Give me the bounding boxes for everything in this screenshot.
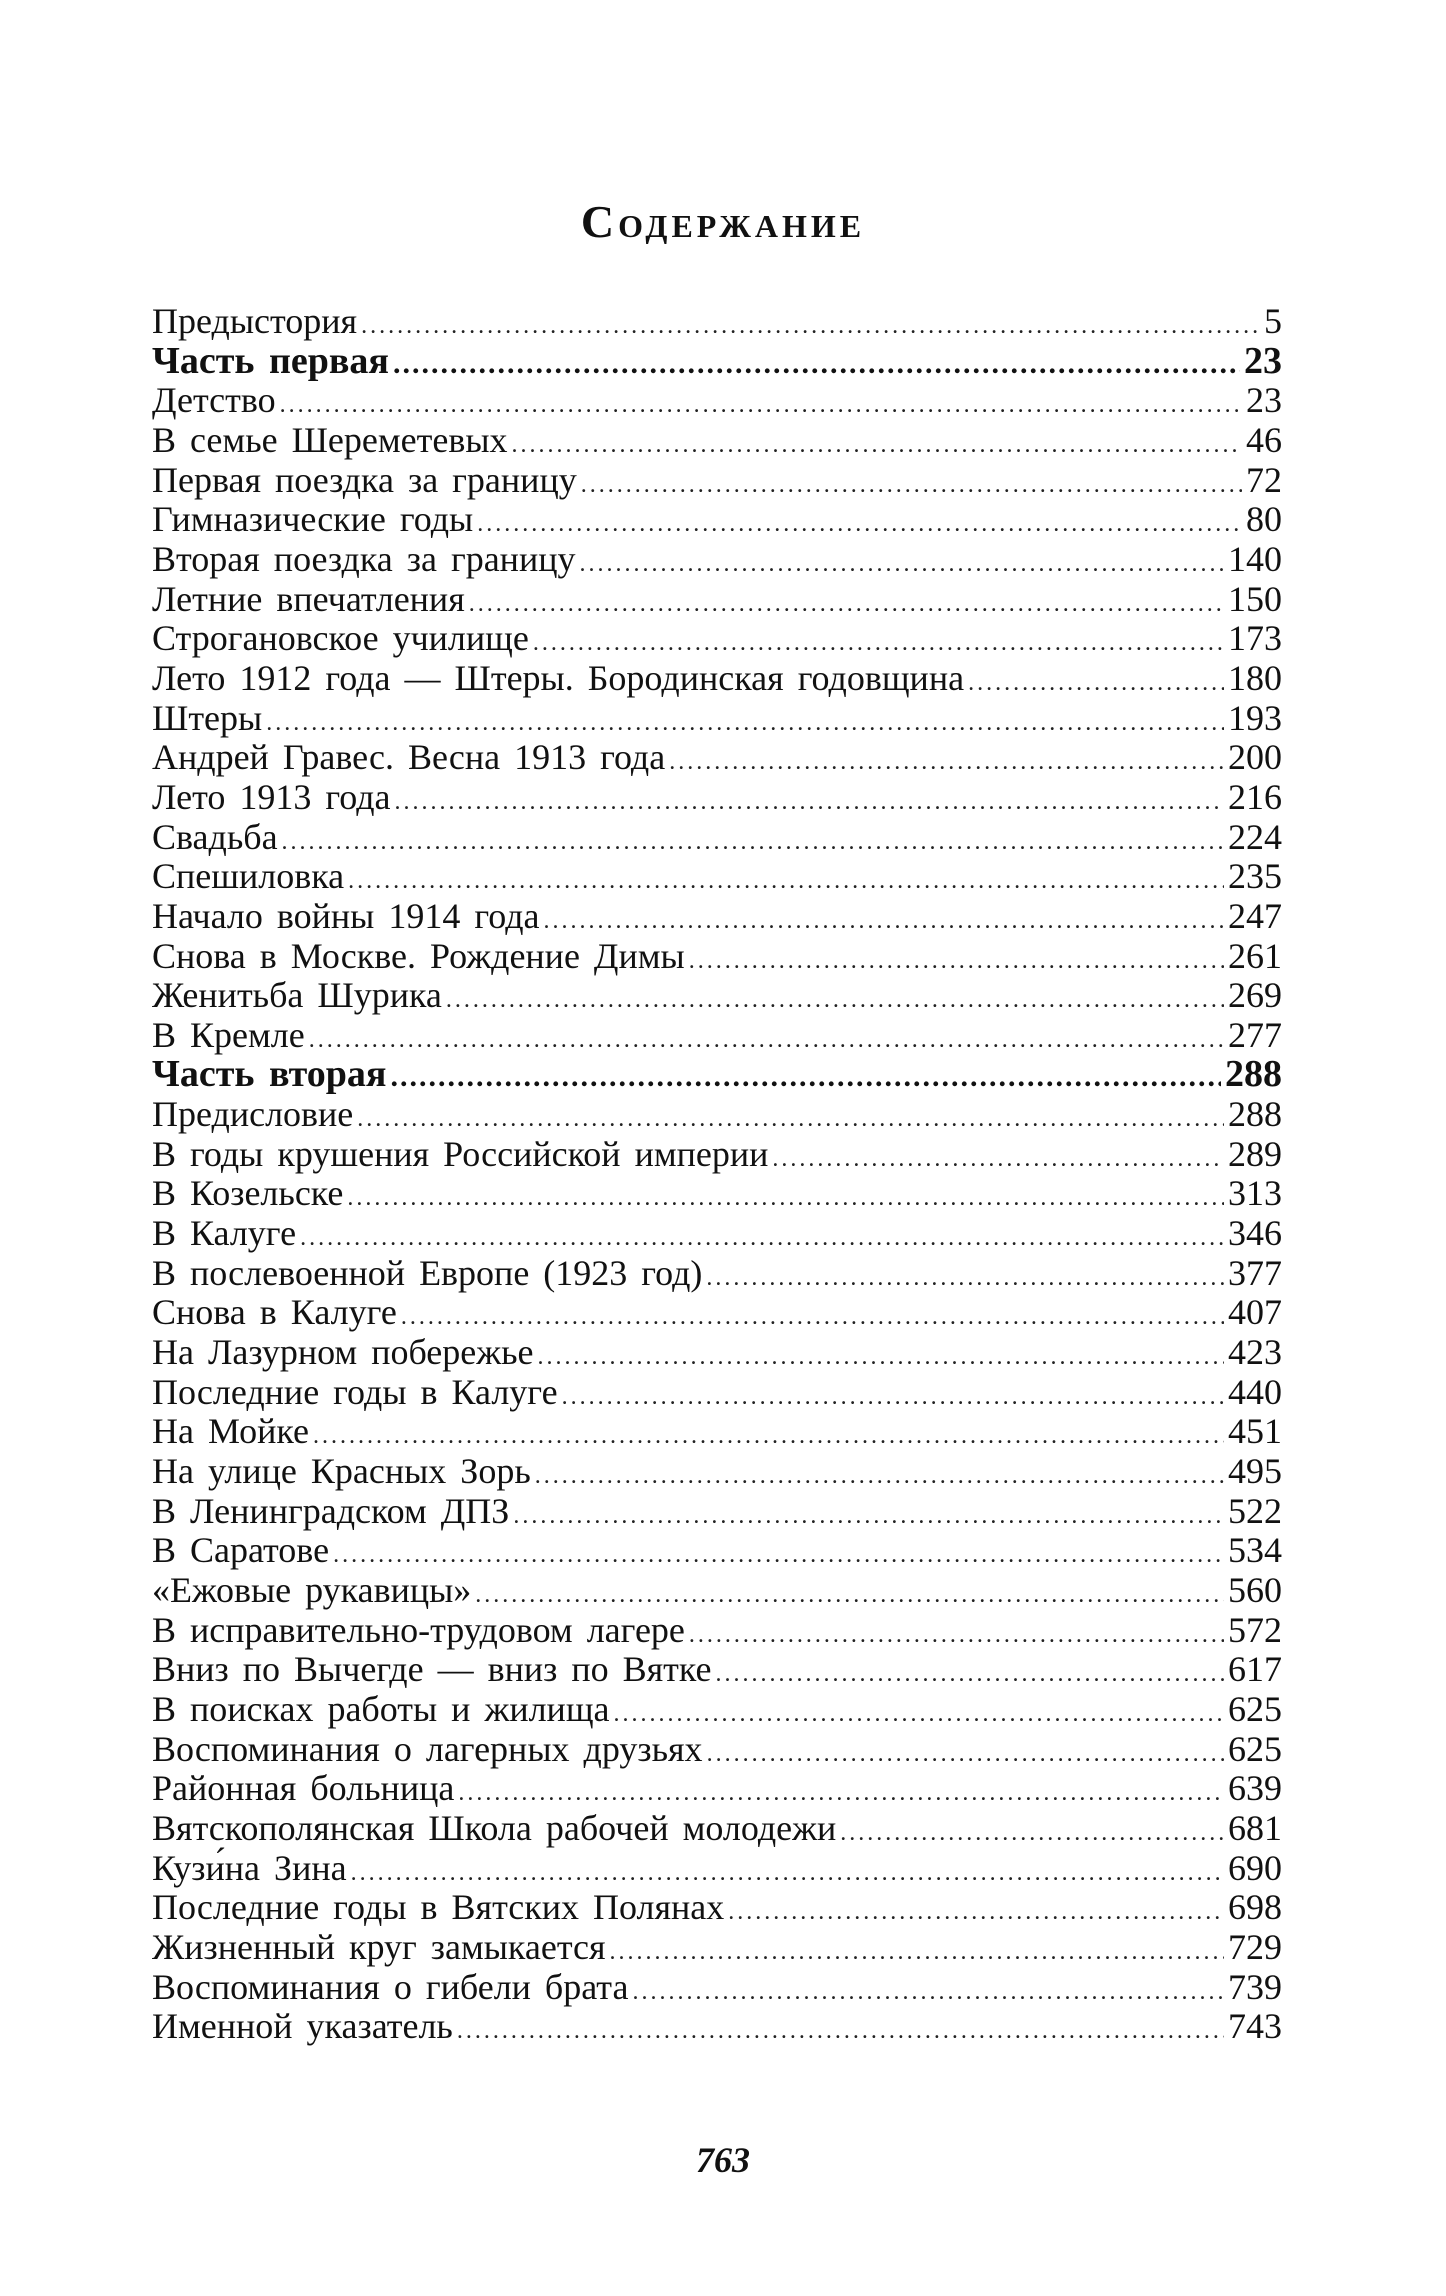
toc-entry [152, 461, 1282, 501]
dot-leader [689, 942, 1224, 982]
toc-entry-title: Воспоминания о гибели брата [152, 1966, 629, 2007]
toc-entry [152, 1968, 1282, 2008]
toc-entry-page: 46 [1246, 419, 1282, 460]
toc-entry-title: Строгановское училище [152, 618, 529, 659]
toc-entry-title: Свадьба [152, 816, 278, 857]
dot-leader [347, 1179, 1224, 1219]
dot-leader [282, 823, 1224, 863]
dot-leader [728, 1893, 1224, 1933]
toc-entry-title: Спешиловка [152, 856, 345, 897]
dot-leader [715, 1655, 1224, 1695]
toc-entry-page: 277 [1228, 1014, 1282, 1055]
toc-entry-page: 739 [1228, 1966, 1282, 2007]
toc-entry [152, 1849, 1282, 1889]
toc-entry-page: 617 [1228, 1649, 1282, 1690]
toc-entry-page: 72 [1246, 459, 1282, 500]
dot-leader [579, 545, 1224, 585]
toc-entry [152, 976, 1282, 1016]
toc-entry [152, 302, 1282, 342]
toc-entry-page: 560 [1228, 1570, 1282, 1610]
dot-leader [535, 1457, 1224, 1497]
toc-entry-page: 180 [1228, 657, 1282, 698]
dot-leader [632, 1973, 1224, 2013]
toc-entry-page: 534 [1228, 1530, 1282, 1571]
dot-leader [689, 1616, 1224, 1656]
toc-entry [152, 619, 1282, 659]
toc-entry [152, 1492, 1282, 1532]
toc-entry [152, 699, 1282, 739]
toc-entry [152, 381, 1282, 421]
toc-entry-page: 639 [1228, 1768, 1282, 1809]
toc-entry-title: Жизненный круг замыкается [152, 1926, 606, 1967]
toc-entry-page: 572 [1228, 1609, 1282, 1650]
toc-entry-page: 407 [1228, 1292, 1282, 1333]
toc-entry-page: 289 [1228, 1133, 1282, 1174]
dot-leader [610, 1933, 1224, 1973]
toc-entry-title: Вятскополянская Школа рабочей молодежи [152, 1807, 837, 1848]
toc-entry-title: В Саратове [152, 1530, 330, 1571]
dot-leader [538, 1338, 1224, 1378]
toc-entry-page: 625 [1228, 1688, 1282, 1729]
dot-leader [309, 1021, 1224, 1061]
toc-entry-title: Первая поездка за границу [152, 459, 577, 500]
toc-entry-page: 173 [1228, 618, 1282, 659]
toc-entry-page: 440 [1228, 1371, 1282, 1412]
toc-entry [152, 1333, 1282, 1373]
toc-entry [152, 1412, 1282, 1452]
toc-entry-title: На Лазурном побережье [152, 1332, 534, 1373]
dot-leader [968, 664, 1224, 704]
toc-entry-page: 313 [1228, 1173, 1282, 1214]
toc-entry [152, 818, 1282, 858]
toc-entry-title: Часть первая [152, 339, 389, 382]
toc-entry [152, 1254, 1282, 1294]
toc-entry-title: Кузи́на Зина [152, 1847, 347, 1888]
toc-entry-title: Районная больница [152, 1768, 455, 1809]
toc-entry-title: Андрей Гравес. Весна 1913 года [152, 737, 666, 778]
toc-entry [152, 1293, 1282, 1333]
dot-leader [361, 307, 1260, 347]
toc-part-heading [152, 339, 1282, 382]
toc-entry-page: 495 [1228, 1451, 1282, 1492]
toc-entry-title: Снова в Калуге [152, 1292, 397, 1333]
dot-leader [512, 426, 1242, 466]
dot-leader [669, 743, 1224, 783]
toc-entry-title: В послевоенной Европе (1923 год) [152, 1252, 703, 1293]
dot-leader [457, 2012, 1224, 2052]
toc-entry-title: Вторая поездка за границу [152, 538, 576, 579]
dot-leader [446, 981, 1224, 1021]
dot-leader [469, 585, 1224, 625]
toc-entry-title: Летние впечатления [152, 578, 465, 619]
dot-leader [772, 1140, 1224, 1180]
toc-entry-page: 625 [1228, 1728, 1282, 1769]
toc-entry-title: На улице Красных Зорь [152, 1451, 531, 1492]
toc-entry-page: 681 [1228, 1807, 1282, 1848]
toc-entry-title: Снова в Москве. Рождение Димы [152, 935, 685, 976]
dot-leader [395, 783, 1224, 823]
toc-entry-page: 522 [1228, 1490, 1282, 1531]
toc-entry-page: 423 [1228, 1332, 1282, 1373]
dot-leader [562, 1378, 1224, 1418]
toc-entry-title: Лето 1913 года [152, 776, 391, 817]
page-number: 763 [696, 2140, 750, 2180]
toc-entry [152, 1531, 1282, 1571]
toc-entry-title: Вниз по Вычегде — вниз по Вятке [152, 1649, 712, 1690]
toc-entry-title: Начало войны 1914 года [152, 895, 540, 936]
toc-entry [152, 1730, 1282, 1770]
toc-entry [152, 1690, 1282, 1730]
toc-entry-title: Именной указатель [152, 2006, 453, 2047]
toc-entry-page: 80 [1246, 499, 1282, 540]
toc-entry [152, 1809, 1282, 1849]
toc-entry-page: 743 [1228, 2006, 1282, 2047]
toc-entry-title: Воспоминания о лагерных друзьях [152, 1728, 703, 1769]
dot-leader [581, 466, 1242, 506]
toc-entry [152, 1214, 1282, 1254]
toc-entry-page: 23 [1244, 339, 1282, 382]
toc-entry [152, 1373, 1282, 1413]
toc-entry-page: 451 [1228, 1411, 1282, 1452]
toc-entry-title: В Кремле [152, 1014, 305, 1055]
toc-entry [152, 1571, 1282, 1611]
toc-entry-title: В семье Шереметевых [152, 419, 508, 460]
dot-leader [477, 505, 1242, 545]
toc-entry [152, 857, 1282, 897]
dot-leader [707, 1735, 1224, 1775]
toc-entry-title: Детство [152, 380, 276, 421]
toc-entry-page: 261 [1228, 935, 1282, 976]
toc-entry-page: 235 [1228, 856, 1282, 897]
toc-entry [152, 1650, 1282, 1690]
toc-entry [152, 738, 1282, 778]
toc-entry-title: В Ленинградском ДПЗ [152, 1490, 510, 1531]
toc-entry [152, 540, 1282, 580]
toc-entry-page: 224 [1228, 816, 1282, 857]
toc-entry [152, 1769, 1282, 1809]
toc-entry-title: Предисловие [152, 1094, 354, 1135]
toc-entry-page: 5 [1264, 301, 1282, 341]
toc-entry-title: Последние годы в Калуге [152, 1371, 558, 1412]
toc-entry-page: 729 [1228, 1926, 1282, 1967]
dot-leader [513, 1497, 1224, 1537]
page-title: Содержание [580, 196, 866, 247]
dot-leader [393, 344, 1240, 384]
dot-leader [840, 1814, 1224, 1854]
toc-entry-page: 269 [1228, 975, 1282, 1016]
toc-entry [152, 1174, 1282, 1214]
toc-entry-page: 140 [1228, 538, 1282, 579]
toc-entry [152, 937, 1282, 977]
toc-entry [152, 1095, 1282, 1135]
toc-entry [152, 1135, 1282, 1175]
toc-entry [152, 1016, 1282, 1056]
toc-entry-page: 193 [1228, 697, 1282, 738]
toc-entry-title: «Ежовые рукавицы» [152, 1570, 472, 1610]
toc-entry-page: 288 [1228, 1094, 1282, 1135]
dot-leader [706, 1259, 1224, 1299]
toc-entry-page: 247 [1228, 895, 1282, 936]
toc-entry-title: Гимназические годы [152, 499, 474, 540]
toc-entry-title: В Козельске [152, 1173, 344, 1214]
toc-entry [152, 1888, 1282, 1928]
toc-entry-title: В исправительно-трудовом лагере [152, 1609, 685, 1650]
toc-entry-page: 288 [1225, 1053, 1282, 1096]
toc-entry-title: Часть вторая [152, 1053, 387, 1096]
toc-entry-title: Лето 1912 года — Штеры. Бородинская годовщина [152, 657, 965, 698]
toc-entry [152, 778, 1282, 818]
toc-entry-page: 346 [1228, 1213, 1282, 1254]
toc-entry-page: 698 [1228, 1887, 1282, 1928]
dot-leader [614, 1695, 1224, 1735]
toc-entry-title: На Мойке [152, 1411, 309, 1452]
toc-entry [152, 659, 1282, 699]
toc-entry [152, 1928, 1282, 1968]
toc-part-heading [152, 1055, 1282, 1095]
toc-entry [152, 1611, 1282, 1651]
toc-entry-page: 200 [1228, 737, 1282, 778]
toc-entry-title: В поисках работы и жилища [152, 1688, 610, 1729]
toc-entry-page: 150 [1228, 578, 1282, 619]
table-of-contents [152, 302, 1282, 2047]
toc-entry [152, 580, 1282, 620]
toc-entry-page: 23 [1246, 380, 1282, 421]
toc-entry-title: Женитьба Шурика [152, 975, 442, 1016]
toc-entry [152, 2007, 1282, 2047]
toc-entry [152, 500, 1282, 540]
toc-entry-page: 690 [1228, 1847, 1282, 1888]
toc-entry-page: 216 [1228, 776, 1282, 817]
toc-entry [152, 421, 1282, 461]
toc-entry-page: 377 [1228, 1252, 1282, 1293]
toc-entry-title: Последние годы в Вятских Полянах [152, 1887, 725, 1928]
toc-entry-title: Предыстория [152, 301, 358, 341]
toc-entry [152, 897, 1282, 937]
toc-entry [152, 1452, 1282, 1492]
toc-entry-title: В годы крушения Российской империи [152, 1133, 769, 1174]
toc-entry-title: В Калуге [152, 1213, 297, 1254]
dot-leader [390, 1057, 1221, 1097]
toc-entry-title: Штеры [152, 697, 263, 738]
